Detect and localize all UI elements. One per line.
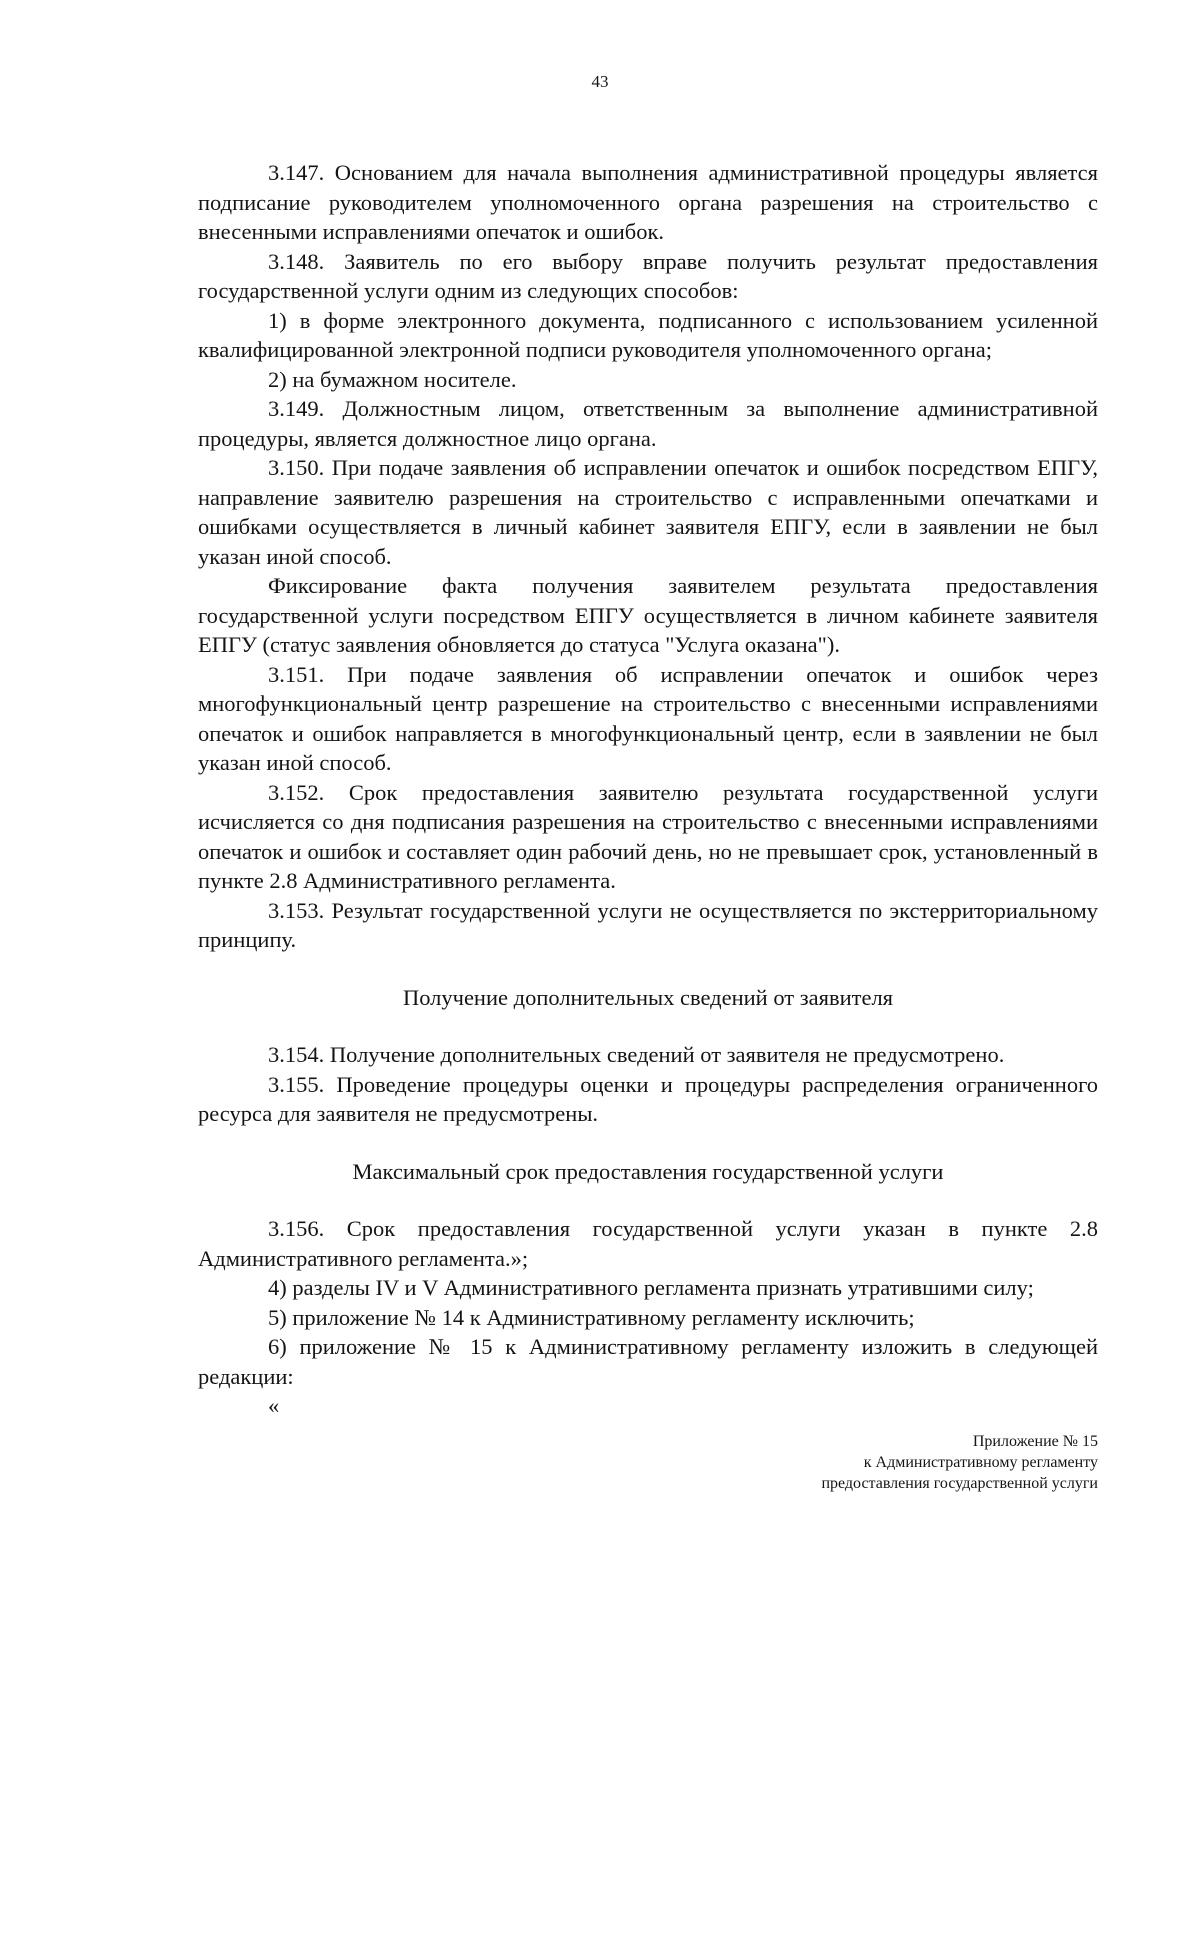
paragraph-3-153: 3.153. Результат государственной услуги не осуществляется по экстерриториальному принципу. bbox=[198, 897, 1098, 952]
section-heading-max-term: Максимальный срок предоставления государственной услуги bbox=[352, 1158, 944, 1184]
paragraph-3-151: 3.151. При подаче заявления об исправлении опечаток и ошибок через многофункциональный центр разрешение на строительство с внесенными исправлениями опечаток и ошибок направляется в многофункциональный центр, если в заявлении не был указан иной способ. bbox=[198, 661, 1098, 775]
amendment-item-5: 5) приложение № 14 к Административному регламенту исключить; bbox=[268, 1304, 915, 1330]
opening-quote-mark: « bbox=[268, 1393, 280, 1418]
section-heading-additional-info: Получение дополнительных сведений от заявителя bbox=[402, 984, 894, 1010]
paragraph-3-154: 3.154. Получение дополнительных сведений от заявителя не предусмотрено. bbox=[268, 1042, 1005, 1067]
paragraph-3-150: 3.150. При подаче заявления об исправлении опечаток и ошибок посредством ЕПГУ, направление заявителю разрешения на строительство с исправленными опечатками и ошибками осуществляется в личный кабинет заявителя ЕПГУ, если в заявлении не был указан иной способ. bbox=[198, 455, 1098, 569]
appendix-reference: к Административному регламенту bbox=[863, 1453, 1098, 1471]
amendment-item-6: 6) приложение № 15 к Административному регламенту изложить в следующей редакции: bbox=[198, 1334, 1098, 1389]
paragraph-3-150-fixation: Фиксирование факта получения заявителем результата предоставления государственной услуги посредством ЕПГУ осуществляется в личном кабинете заявителя ЕПГУ (статус заявления обновляется до статуса "Услуга оказана"). bbox=[198, 573, 1098, 657]
appendix-service: предоставления государственной услуги bbox=[821, 1474, 1098, 1492]
paragraph-3-152: 3.152. Срок предоставления заявителю результата государственной услуги исчисляется со дня подписания разрешения на строительство с внесенными исправлениями опечаток и ошибок и составляет один рабочий день, но не превышает срок, установленный в пункте 2.8 Административного регламента. bbox=[198, 779, 1098, 893]
amendment-item-4: 4) разделы IV и V Административного регламента признать утратившими силу; bbox=[268, 1275, 1034, 1300]
appendix-header bbox=[198, 1431, 1098, 1494]
paragraph-3-148-item-1: 1) в форме электронного документа, подписанного с использованием усиленной квалифицированной электронной подписи руководителя уполномоченного органа; bbox=[198, 307, 1098, 362]
appendix-number: Приложение № 15 bbox=[972, 1432, 1098, 1450]
paragraph-3-149: 3.149. Должностным лицом, ответственным за выполнение административной процедуры, является должностное лицо органа. bbox=[198, 396, 1098, 451]
paragraph-3-148: 3.148. Заявитель по его выбору вправе получить результат предоставления государственной услуги одним из следующих способов: bbox=[198, 248, 1098, 303]
paragraph-3-156: 3.156. Срок предоставления государственной услуги указан в пункте 2.8 Административного регламента.»; bbox=[198, 1216, 1098, 1271]
document-body bbox=[198, 158, 1098, 1494]
paragraph-3-147: 3.147. Основанием для начала выполнения административной процедуры является подписание руководителем уполномоченного органа разрешения на строительство с внесенными исправлениями опечаток и ошибок. bbox=[198, 160, 1098, 244]
paragraph-3-155: 3.155. Проведение процедуры оценки и процедуры распределения ограниченного ресурса для заявителя не предусмотрены. bbox=[198, 1071, 1098, 1126]
paragraph-3-148-item-2: 2) на бумажном носителе. bbox=[268, 366, 517, 392]
page-number: 43 bbox=[591, 72, 609, 91]
